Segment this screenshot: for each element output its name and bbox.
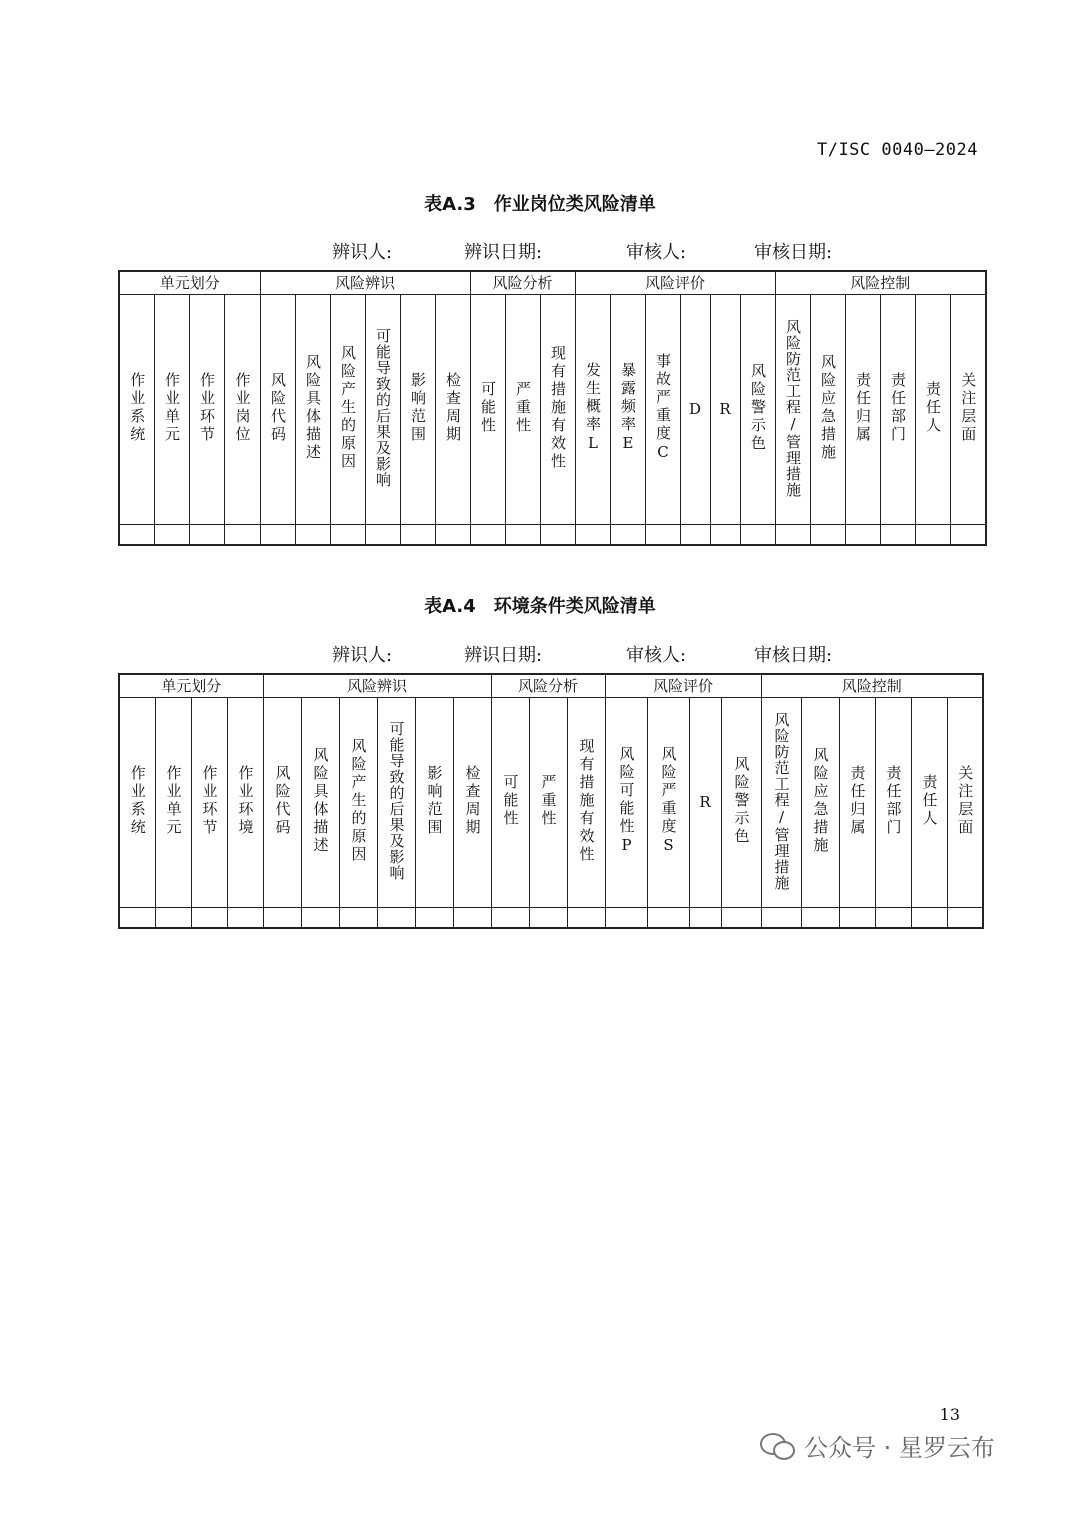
group-risk-identification: 风险辨识 <box>260 271 470 295</box>
col-header: 风险产生的原因 <box>330 295 365 525</box>
col-header: 风险代码 <box>263 698 301 908</box>
col-header: 关注层面 <box>947 698 983 908</box>
review-date-label: 审核日期: <box>754 242 833 263</box>
table-row <box>119 525 986 545</box>
col-header: 责任部门 <box>875 698 911 908</box>
col-header: 作业系统 <box>119 295 154 525</box>
table-a3-title: 表A.3 作业岗位类风险清单 <box>424 194 656 215</box>
col-header: 风险警示色 <box>740 295 775 525</box>
identifier-label: 辨识人: <box>332 645 393 666</box>
group-risk-analysis: 风险分析 <box>470 271 575 295</box>
col-header: 作业环节 <box>191 698 227 908</box>
watermark-text: 公众号 · 星罗云布 <box>804 1433 995 1462</box>
wechat-watermark <box>760 1425 995 1465</box>
col-header: 关注层面 <box>950 295 986 525</box>
col-header: 风险产生的原因 <box>339 698 377 908</box>
table-a3-meta <box>332 238 832 264</box>
col-header: 作业岗位 <box>224 295 260 525</box>
standard-code: T/ISC 0040—2024 <box>816 140 978 160</box>
col-header: 作业环境 <box>227 698 263 908</box>
col-header: 风险应急措施 <box>801 698 839 908</box>
col-header: R <box>689 698 721 908</box>
col-header: 现有措施有效性 <box>540 295 575 525</box>
col-header: 作业单元 <box>154 295 189 525</box>
col-header: 责任归属 <box>839 698 875 908</box>
col-header: 可能导致的后果及影响 <box>365 295 400 525</box>
col-header: 影响范围 <box>415 698 453 908</box>
group-unit-division: 单元划分 <box>119 271 260 295</box>
col-header: 事故严重度C <box>645 295 680 525</box>
col-header: 风险具体描述 <box>301 698 339 908</box>
col-header: R <box>710 295 740 525</box>
review-date-label: 审核日期: <box>754 645 833 666</box>
col-header: D <box>680 295 710 525</box>
col-header: 风险防范工程/管理措施 <box>761 698 801 908</box>
id-date-label: 辨识日期: <box>464 242 543 263</box>
group-risk-control: 风险控制 <box>761 674 983 698</box>
col-header: 责任部门 <box>880 295 915 525</box>
id-date-label: 辨识日期: <box>464 645 543 666</box>
col-header: 责任人 <box>911 698 947 908</box>
col-header: 作业系统 <box>119 698 155 908</box>
col-header: 作业环节 <box>189 295 224 525</box>
col-header: 风险防范工程/管理措施 <box>775 295 810 525</box>
identifier-label: 辨识人: <box>332 242 393 263</box>
col-header: 检查周期 <box>435 295 470 525</box>
col-header: 责任人 <box>915 295 950 525</box>
group-risk-evaluation: 风险评价 <box>575 271 775 295</box>
wechat-icon <box>760 1431 794 1459</box>
col-header: 检查周期 <box>453 698 491 908</box>
col-header: 风险严重度S <box>647 698 689 908</box>
col-header: 作业单元 <box>155 698 191 908</box>
col-header: 责任归属 <box>845 295 880 525</box>
table-row <box>119 908 983 928</box>
col-header: 风险可能性P <box>605 698 647 908</box>
col-header: 暴露频率E <box>610 295 645 525</box>
table-a4 <box>118 673 984 929</box>
col-header: 风险具体描述 <box>295 295 330 525</box>
col-header: 影响范围 <box>400 295 435 525</box>
reviewer-label: 审核人: <box>626 645 687 666</box>
page-number: 13 <box>939 1405 960 1424</box>
col-header: 可能性 <box>470 295 505 525</box>
group-unit-division: 单元划分 <box>119 674 263 698</box>
col-header: 现有措施有效性 <box>567 698 605 908</box>
table-a4-meta <box>332 641 832 667</box>
group-risk-analysis: 风险分析 <box>491 674 605 698</box>
col-header: 严重性 <box>505 295 540 525</box>
group-risk-evaluation: 风险评价 <box>605 674 761 698</box>
col-header: 可能性 <box>491 698 529 908</box>
group-risk-identification: 风险辨识 <box>263 674 491 698</box>
col-header: 发生概率L <box>575 295 610 525</box>
col-header: 可能导致的后果及影响 <box>377 698 415 908</box>
col-header: 严重性 <box>529 698 567 908</box>
reviewer-label: 审核人: <box>626 242 687 263</box>
col-header: 风险应急措施 <box>810 295 845 525</box>
table-a4-title: 表A.4 环境条件类风险清单 <box>424 596 656 617</box>
col-header: 风险代码 <box>260 295 295 525</box>
col-header: 风险警示色 <box>721 698 761 908</box>
table-a3 <box>118 270 987 546</box>
group-risk-control: 风险控制 <box>775 271 986 295</box>
